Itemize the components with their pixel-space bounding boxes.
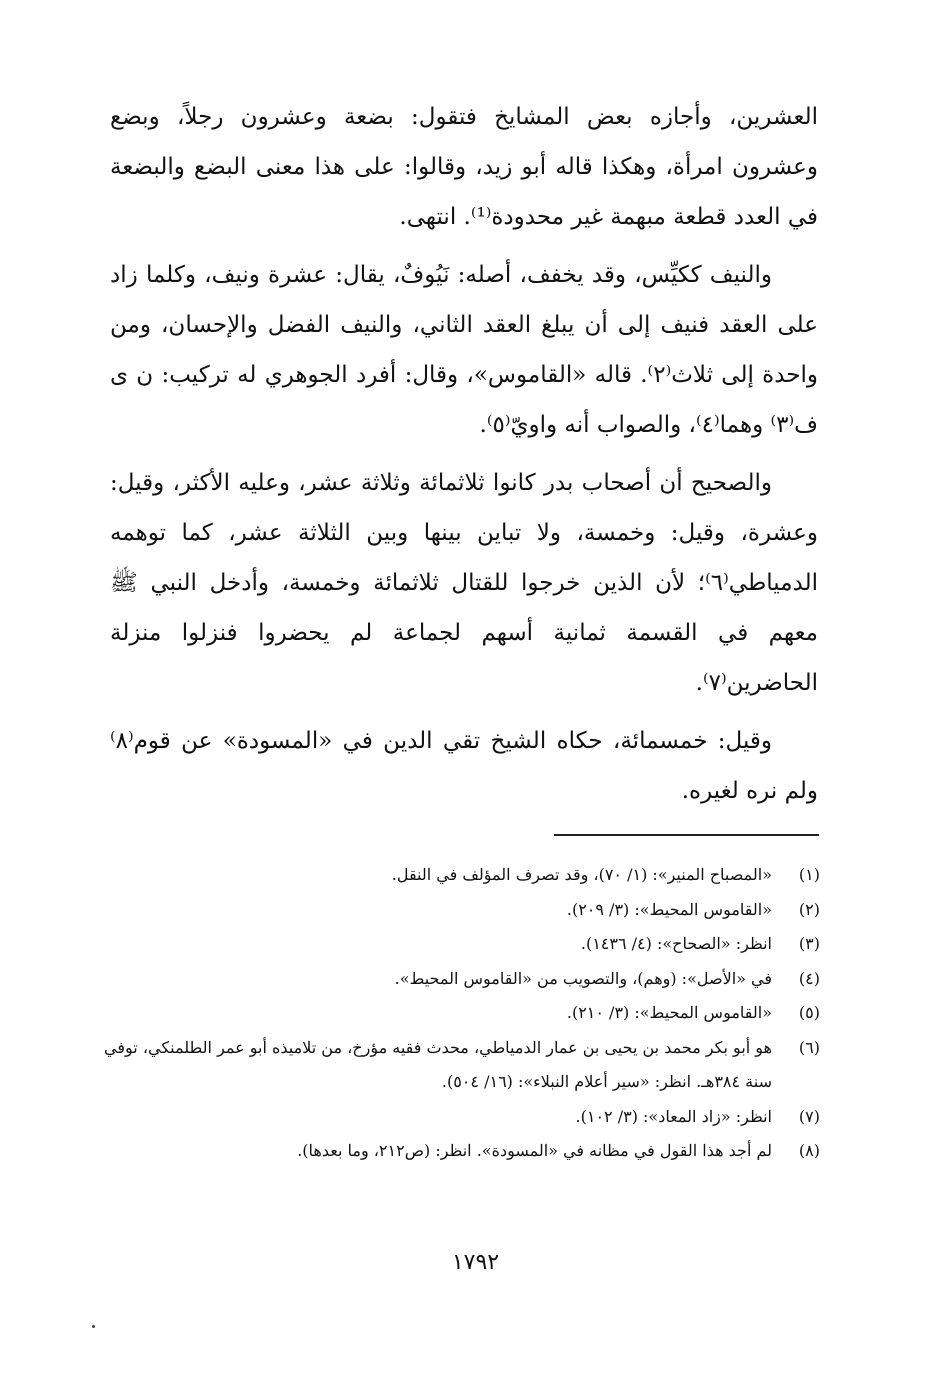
- footnote-number: (٧): [798, 1106, 820, 1126]
- footnote: [100, 996, 820, 1031]
- footnote-number: (٤): [798, 968, 820, 988]
- footnote-text: هو أبو بكر محمد بن يحيى بن عمار الدمياطي، محدث فقيه مؤرخ، من تلاميذه أبو عمر الطلمنكي، توفي سنة ٣٨٤هـ. انظر: «سير أعلام النبلاء»: (١٦/ ٥٠٤).: [104, 1037, 772, 1091]
- footnote: [100, 858, 820, 893]
- page-number: ١٧٩٢: [451, 1250, 500, 1275]
- footnote-number: (١): [798, 865, 820, 884]
- paragraph-1: العشرين، وأجازه بعض المشايخ فتقول: بضعة وعشرون رجلاً، وبضع وعشرون امرأة، وهكذا قاله أبو زيد، وقالوا: على هذا معنى البضع والبضعة في العدد قطعة مبهمة غير محدودة⁽¹⁾. انتهى.: [110, 104, 818, 230]
- footnote-number: (٢): [798, 899, 820, 919]
- footnote-text: «المصباح المنير»: (١/ ٧٠)، وقد تصرف المؤلف في النقل.: [391, 865, 772, 884]
- footnotes: [100, 858, 820, 1169]
- footnote: [100, 1134, 820, 1169]
- paragraph-3: والصحيح أن أصحاب بدر كانوا ثلاثمائة وثلاثة عشر، وعليه الأكثر، وقيل: وعشرة، وقيل: وخمسة، ولا تباين بينها وبين الثلاثة عشر، كما توهمه الدمياطي⁽٦⁾؛ لأن الذين خرجوا للقتال ثلاثمائة وخمسة، وأدخل النبي ﷺ معهم في القسمة ثمانية أسهم لجماعة لم يحضروا فنزلوا منزلة الحاضرين⁽٧⁾.: [110, 470, 818, 696]
- footnote-text: «القاموس المحيط»: (٣/ ٢١٠).: [566, 1003, 772, 1022]
- main-text: [110, 92, 818, 816]
- footnote-number: (٨): [798, 1141, 820, 1160]
- footnote: [100, 1100, 820, 1135]
- footnote-number: (٦): [798, 1037, 820, 1057]
- scan-speck: [92, 1325, 95, 1328]
- footnote-text: انظر: «زاد المعاد»: (٣/ ١٠٢).: [575, 1106, 772, 1126]
- footnote: [100, 1031, 820, 1100]
- paragraph-4: وقيل: خمسمائة، حكاه الشيخ تقي الدين في «المسودة» عن قوم⁽٨⁾ ولم نره لغيره.: [110, 728, 818, 804]
- footnote-number: (٣): [798, 934, 820, 953]
- footnote: [100, 927, 820, 962]
- footnote-number: (٥): [798, 1003, 820, 1022]
- footnote-text: انظر: «الصحاح»: (٤/ ١٤٣٦).: [580, 934, 772, 953]
- paragraph-2: والنيف ككيِّس، وقد يخفف، أصله: نَيُوفٌ، يقال: عشرة ونيف، وكلما زاد على العقد فنيف إلى أن يبلغ العقد الثاني، والنيف الفضل والإحسان، ومن واحدة إلى ثلاث⁽٢⁾. قاله «القاموس»، وقال: أفرد الجوهري له تركيب: ن ى ف⁽٣⁾ وهما⁽٤⁾، والصواب أنه واويّ⁽٥⁾.: [110, 262, 818, 438]
- footnote-separator: [554, 834, 819, 836]
- footnote-text: لم أجد هذا القول في مظانه في «المسودة». انظر: (ص٢١٢، وما بعدها).: [297, 1141, 772, 1160]
- footnote: [100, 962, 820, 997]
- footnote-text: في «الأصل»: (وهم)، والتصويب من «القاموس المحيط».: [394, 968, 772, 988]
- footnote-text: «القاموس المحيط»: (٣/ ٢٠٩).: [566, 899, 772, 919]
- footnote: [100, 893, 820, 928]
